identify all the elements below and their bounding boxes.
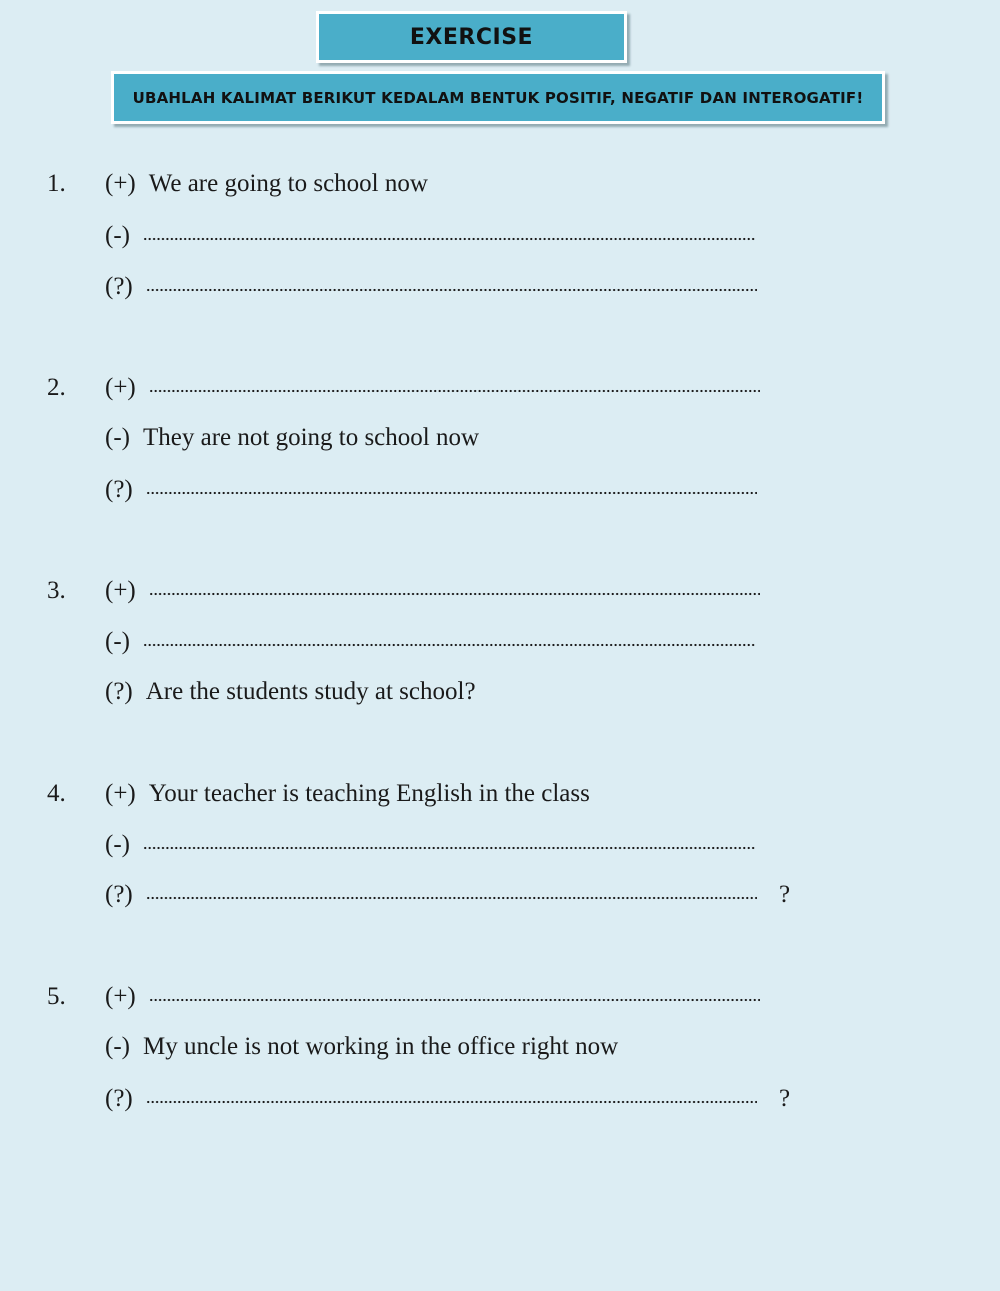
exercise-2-negative xyxy=(105,424,479,452)
exercise-5-negative xyxy=(105,1033,618,1061)
exercise-title: EXERCISE xyxy=(409,24,534,50)
question-symbol: (?) xyxy=(105,273,133,300)
exercise-4-positive xyxy=(105,780,590,808)
exercise-3-negative-answer-line[interactable] xyxy=(143,643,755,647)
exercise-3-positive-answer-line[interactable] xyxy=(149,592,760,596)
exercise-1-negative-answer-line[interactable] xyxy=(143,237,755,241)
positive-symbol: (+) xyxy=(105,780,136,807)
exercise-4-number: 4. xyxy=(47,780,66,807)
exercise-2-negative-text: They are not going to school now xyxy=(142,424,480,451)
exercise-4-positive-text: Your teacher is teaching English in the class xyxy=(148,780,590,807)
negative-symbol: (-) xyxy=(105,222,130,249)
negative-symbol: (-) xyxy=(105,831,130,858)
exercise-3-number: 3. xyxy=(47,577,66,604)
negative-symbol: (-) xyxy=(105,1033,130,1060)
exercise-5-question-answer-line[interactable] xyxy=(146,1100,757,1104)
negative-symbol: (-) xyxy=(105,424,130,451)
exercise-3-question xyxy=(105,678,476,706)
exercise-4-question-answer-line[interactable] xyxy=(146,896,757,900)
exercise-2-positive xyxy=(105,374,760,402)
positive-symbol: (+) xyxy=(105,983,136,1010)
exercise-1-question-answer-line[interactable] xyxy=(146,288,757,292)
exercise-5-positive-answer-line[interactable] xyxy=(149,998,760,1002)
exercise-5-negative-text: My uncle is not working in the office right now xyxy=(142,1033,619,1060)
exercise-5-question-end-mark: ? xyxy=(779,1085,791,1112)
exercise-4-negative-answer-line[interactable] xyxy=(143,846,755,850)
negative-symbol: (-) xyxy=(105,628,130,655)
exercise-1-question xyxy=(105,273,757,301)
exercise-2-positive-answer-line[interactable] xyxy=(149,389,760,393)
question-symbol: (?) xyxy=(105,1085,133,1112)
exercise-5-number: 5. xyxy=(47,983,66,1010)
exercise-2-number: 2. xyxy=(47,374,66,401)
instruction-banner xyxy=(111,71,885,124)
question-symbol: (?) xyxy=(105,678,133,705)
exercise-3-positive xyxy=(105,577,760,605)
exercise-4-negative xyxy=(105,831,755,859)
instruction-text: UBAHLAH KALIMAT BERIKUT KEDALAM BENTUK POSITIF, NEGATIF DAN INTEROGATIF! xyxy=(132,88,864,107)
question-symbol: (?) xyxy=(105,476,133,503)
exercise-1-negative xyxy=(105,222,755,250)
positive-symbol: (+) xyxy=(105,170,136,197)
exercise-1-number: 1. xyxy=(47,170,66,197)
positive-symbol: (+) xyxy=(105,374,136,401)
positive-symbol: (+) xyxy=(105,577,136,604)
exercise-4-question xyxy=(105,881,757,909)
exercise-3-question-text: Are the students study at school? xyxy=(145,678,476,705)
exercise-5-positive xyxy=(105,983,760,1011)
exercise-2-question-answer-line[interactable] xyxy=(146,491,757,495)
question-symbol: (?) xyxy=(105,881,133,908)
exercise-1-positive-text: We are going to school now xyxy=(148,170,428,197)
exercise-title-banner xyxy=(316,11,627,63)
exercise-3-negative xyxy=(105,628,755,656)
exercise-2-question xyxy=(105,476,757,504)
exercise-5-question xyxy=(105,1085,757,1113)
exercise-1-positive xyxy=(105,170,428,198)
exercise-4-question-end-mark: ? xyxy=(779,881,791,908)
